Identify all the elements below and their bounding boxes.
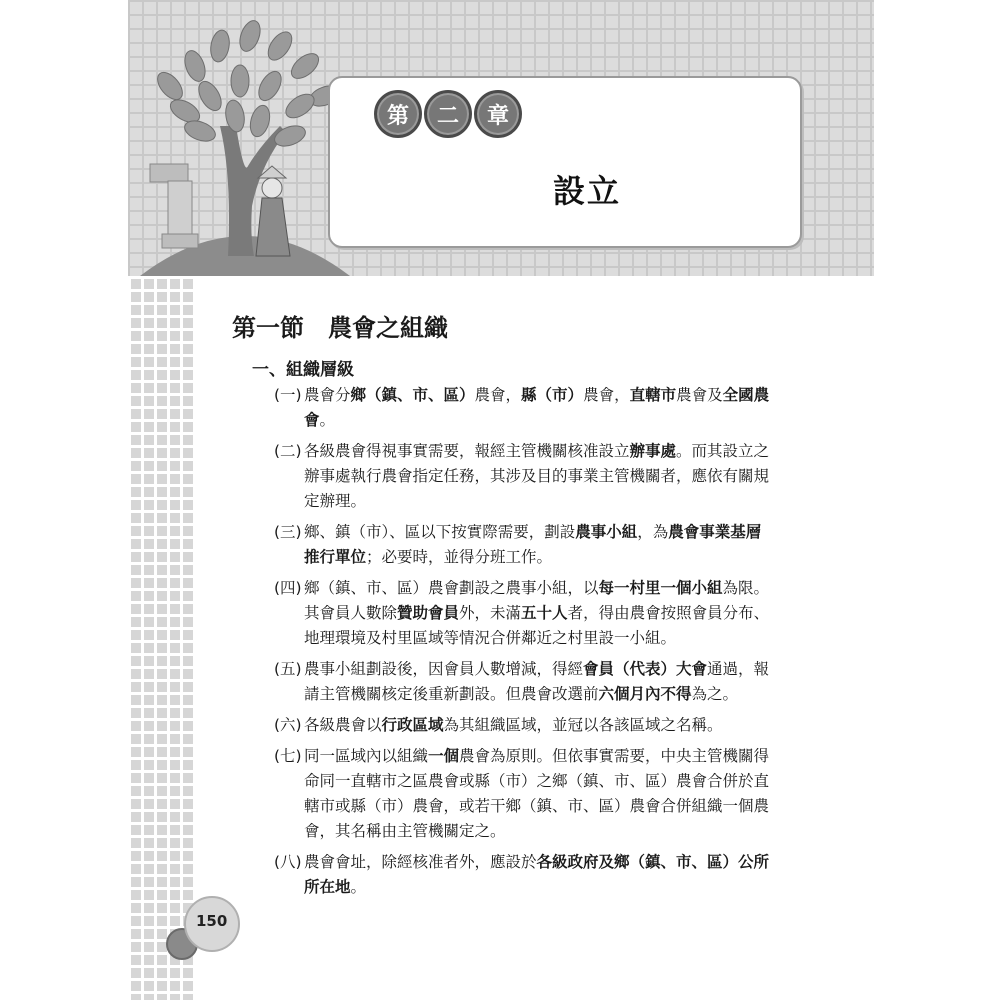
chapter-badge [374,90,522,138]
list-item-number: (八) [274,853,302,871]
body-text: 為限。其會員人數除 [304,579,770,622]
body-text: 農會會址，除經核准者外，應設於 [304,853,537,871]
tree-illustration [140,6,350,276]
body-text: 農會分 [304,386,351,404]
body-text: 外，未滿 [459,604,522,622]
chapter-badge-char: 章 [474,90,522,138]
emphasis-text: 一個 [428,747,460,765]
chapter-badge-char: 第 [374,90,422,138]
body-text: ；必要時，並得分班工作。 [366,548,553,566]
emphasis-text: 直轄市 [629,386,677,404]
list-item [274,657,774,707]
list-item-text [304,744,774,844]
body-text: 農會， [474,386,522,404]
list-item-number: (一) [274,386,302,404]
emphasis-text: 辦事處 [629,442,677,460]
body-text: 農會及 [676,386,723,404]
body-text: 各級農會以 [304,716,382,734]
body-text: 同一區域內以組織 [304,747,429,765]
list-item [274,520,774,570]
emphasis-text: 會員（代表）大會 [583,660,708,678]
emphasis-text: 贊助會員 [397,604,460,622]
emphasis-text: 縣（市） [521,386,584,404]
list-item-number: (四) [274,579,302,597]
emphasis-text: 六個月內不得 [598,685,692,703]
list-item-text [304,576,774,651]
body-text: 通過，報請主管機關核定後重新劃設。但農會改選前 [304,660,770,703]
body-text: 各級農會得視事實需要，報經主管機關核准設立 [304,442,630,460]
emphasis-text: 每一村里一個小組 [598,579,723,597]
item-list [274,383,774,906]
body-text: 農會為原則。但依事實需要，中央主管機關得命同一直轄市之區農會或縣（市）之鄉（鎮、市、區）農會合併於直轄市或縣（市）農會，或若干鄉（鎮、市、區）農會合併組織一個農會，其名稱由主管機關定之。 [304,747,770,840]
list-item [274,713,774,738]
body-text: 者，得由農會按照會員分布、地理環境及村里區域等情況合併鄰近之村里設一小組。 [304,604,770,647]
page-number: 150 [196,912,228,930]
list-item [274,744,774,844]
list-item [274,383,774,433]
emphasis-text: 五十人 [521,604,568,622]
side-grid-decoration [128,276,194,1000]
emphasis-text: 全國農會 [304,386,770,429]
emphasis-text: 農事小組 [575,523,638,541]
body-text: 。 [350,878,367,896]
body-text: 鄉、鎮（市）、區以下按實際需要，劃設 [304,523,576,541]
emphasis-text: 農會事業基層推行單位 [304,523,762,566]
body-text: 為之。 [691,685,739,703]
list-item [274,850,774,900]
emphasis-text: 行政區域 [381,716,444,734]
list-item-number: (三) [274,523,302,541]
body-text: 。而其設立之辦事處執行農會指定任務，其涉及目的事業主管機關者，應依有關規定辦理。 [304,442,770,510]
chapter-badge-char: 二 [424,90,472,138]
body-text: 為其組織區域，並冠以各該區域之名稱。 [443,716,723,734]
body-text: 農會， [583,386,630,404]
section-title: 第一節 農會之組織 [232,314,448,342]
body-text: 農事小組劃設後，因會員人數增減，得經 [304,660,584,678]
list-item-number: (二) [274,442,302,460]
body-text: 鄉（鎮、市、區）農會劃設之農事小組，以 [304,579,599,597]
list-item [274,439,774,514]
list-item-text [304,657,774,707]
emphasis-text: 鄉（鎮、市、區） [350,386,475,404]
list-item-number: (六) [274,716,302,734]
list-item [274,576,774,651]
body-text: ，為 [637,523,669,541]
body-text: 。 [319,411,336,429]
list-item-number: (五) [274,660,302,678]
emphasis-text: 各級政府及鄉（鎮、市、區）公所所在地 [304,853,770,896]
subsection-title: 一、組織層級 [252,360,354,380]
list-item-text [304,713,774,738]
list-item-text [304,850,774,900]
list-item-number: (七) [274,747,302,765]
chapter-title: 設立 [553,172,622,210]
list-item-text [304,520,774,570]
list-item-text [304,439,774,514]
list-item-text [304,383,774,433]
